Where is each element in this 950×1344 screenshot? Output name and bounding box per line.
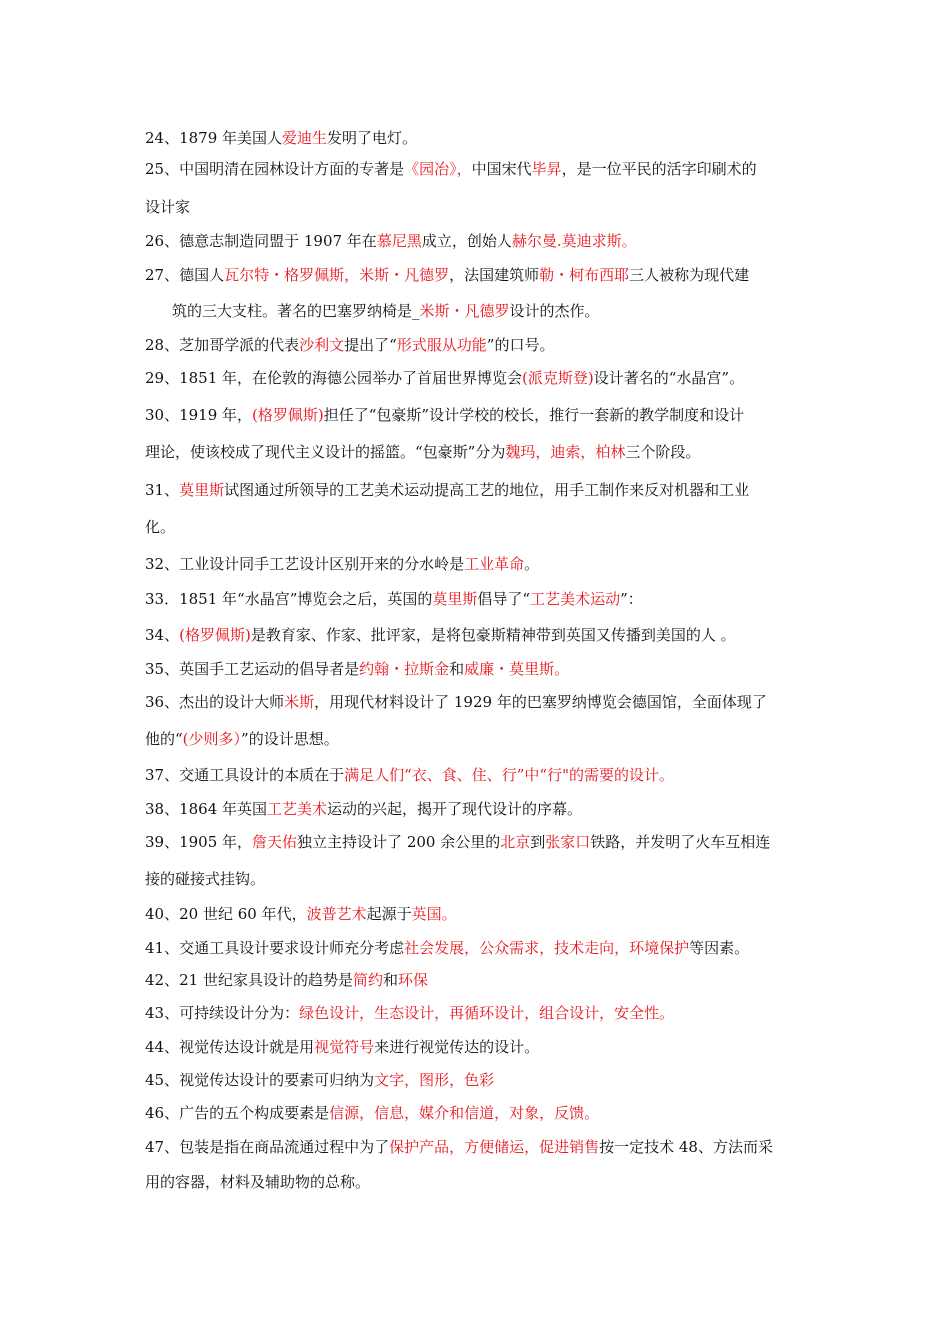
highlighted-answer: 简约 [352,971,383,989]
text-line-29 [145,367,810,389]
text-line-25 [145,158,810,180]
highlighted-answer: 英国。 [411,905,457,923]
highlighted-answer: 莫里斯 [179,481,225,499]
highlighted-answer: 勒・柯布西耶 [539,266,630,284]
text-line-36-cont [145,728,810,750]
highlighted-answer: 慕尼黑 [376,232,422,250]
text-segment: 到 [530,833,546,851]
text-line-41 [145,937,810,959]
text-line-39-cont [145,868,810,890]
highlighted-answer: 保护产品，方便储运，促进销售 [389,1138,600,1156]
text-line-27-cont [172,300,812,322]
text-segment: 36、杰出的设计大师 [145,693,285,711]
text-segment: 28、芝加哥学派的代表 [145,336,300,354]
text-line-47-cont [145,1171,810,1193]
highlighted-answer: 爱迪生 [282,129,328,147]
highlighted-answer: 约翰・拉斯金 [359,660,450,678]
text-segment: 用的容器，材料及辅助物的总称。 [145,1173,371,1191]
highlighted-answer: 詹天佑 [252,833,298,851]
text-segment: 三人被称为现代建 [629,266,750,284]
text-segment: 38、1864 年英国 [145,800,268,818]
text-segment: 37、交通工具设计的本质在于 [145,766,345,784]
text-segment: ”的口号。 [486,336,555,354]
text-segment: 设计的杰作。 [509,302,600,320]
text-segment: 化。 [145,518,176,536]
highlighted-answer: 工艺美术 [267,800,328,818]
text-segment: 27、德国人 [145,266,225,284]
text-line-28 [145,334,810,356]
highlighted-answer: 社会发展，公众需求，技术走向，环境保护 [404,939,690,957]
text-segment: 他的“ [145,730,183,748]
highlighted-answer: 工业革命 [464,555,525,573]
text-segment: 来进行视觉传达的设计。 [374,1038,540,1056]
text-line-37 [145,764,810,786]
text-segment: 30、1919 年， [145,406,253,424]
text-segment: 理论，使该校成了现代主义设计的摇篮。“包豪斯”分为 [145,443,506,461]
highlighted-answer: 视觉符号 [314,1038,375,1056]
highlighted-answer: 赫尔曼.莫迪求斯。 [511,232,637,250]
highlighted-answer: 毕昇 [531,160,562,178]
text-line-24 [145,127,810,149]
highlighted-answer: 米斯・凡德罗 [419,302,510,320]
text-line-30 [145,404,810,426]
text-line-47 [145,1136,810,1158]
text-line-30-cont [145,441,810,463]
text-segment: 铁路，并发明了火车互相连 [590,833,771,851]
highlighted-answer: 《园冶》， [404,160,472,178]
text-line-34 [145,624,810,646]
highlighted-answer: 工艺美术运动 [530,590,621,608]
text-line-45 [145,1069,810,1091]
text-segment: 26、德意志制造同盟于 1907 年在 [145,232,377,250]
highlighted-answer: 绿色设计，生态设计，再循环设计，组合设计，安全性。 [299,1004,675,1022]
text-segment: 中国宋代 [471,160,532,178]
text-segment: 44、视觉传达设计就是用 [145,1038,315,1056]
text-segment: 按一定技术 48、方法而采 [599,1138,773,1156]
text-segment: 倡导了“ [477,590,531,608]
text-segment: 提出了“ [344,336,397,354]
text-segment: 33．1851 年“水晶宫”博览会之后，英国的 [145,590,433,608]
text-segment: 试图通过所领导的工艺美术运动提高工艺的地位，用手工制作来反对机器和工业 [224,481,750,499]
text-segment: 31、 [145,481,180,499]
text-line-36 [145,691,810,713]
text-segment: 发明了电灯。 [327,129,418,147]
text-line-38 [145,798,810,820]
text-segment: 40、20 世纪 60 年代， [145,905,307,923]
text-segment: 42、21 世纪家具设计的趋势是 [145,971,353,989]
text-line-35 [145,658,810,680]
highlighted-answer: 文字，图形，色彩 [374,1071,495,1089]
text-segment: 成立，创始人 [421,232,512,250]
text-segment: 45、视觉传达设计的要素可归纳为 [145,1071,375,1089]
text-segment: 和 [449,660,465,678]
text-line-33 [145,588,810,610]
highlighted-answer: (格罗佩斯) [252,406,324,424]
text-segment: 39、1905 年， [145,833,253,851]
highlighted-answer: 信源，信息，媒介和信道，对象，反馈。 [329,1104,600,1122]
highlighted-answer: 环保 [397,971,428,989]
text-segment: 三个阶段。 [625,443,701,461]
text-segment: ”： [620,590,643,608]
text-segment: 46、广告的五个构成要素是 [145,1104,330,1122]
text-segment: 起源于 [366,905,412,923]
text-segment: 设计著名的“水晶宫”。 [593,369,745,387]
text-segment: 43、可持续设计分为： [145,1004,300,1022]
text-segment: ”的设计思想。 [241,730,339,748]
highlighted-answer: (格罗佩斯) [179,626,251,644]
text-segment: 筑的三大支柱。著名的巴塞罗纳椅是_ [172,302,420,320]
text-line-26 [145,230,810,252]
text-segment: 34、 [145,626,180,644]
highlighted-answer: 沙利文 [299,336,345,354]
text-segment: 接的碰接式挂钩。 [145,870,266,888]
text-segment: 是教育家、作家、批评家，是将包豪斯精神带到英国又传播到美国的人 。 [250,626,736,644]
text-line-27 [145,264,810,286]
highlighted-answer: 形式服从功能 [396,336,487,354]
text-segment: 担任了“包豪斯”设计学校的校长，推行一套新的教学制度和设计 [323,406,745,424]
text-segment: 41、交通工具设计要求设计师充分考虑 [145,939,405,957]
highlighted-answer: 北京 [500,833,531,851]
highlighted-answer: (派克斯登) [522,369,594,387]
highlighted-answer: 米斯 [284,693,315,711]
highlighted-answer: 波普艺术 [306,905,367,923]
highlighted-answer: 魏玛，迪索，柏林 [505,443,626,461]
highlighted-answer: 瓦尔特・格罗佩斯，米斯・凡德罗 [224,266,450,284]
text-segment: 24、1879 年美国人 [145,129,283,147]
highlighted-answer: 满足人们“衣、食、住、行”中“行"的需要的设计。 [344,766,675,784]
text-segment: 设计家 [145,198,191,216]
text-segment: 47、包装是指在商品流通过程中为了 [145,1138,390,1156]
text-segment: ，法国建筑师 [449,266,540,284]
text-line-42 [145,969,810,991]
text-segment: 32、工业设计同手工艺设计区别开来的分水岭是 [145,555,465,573]
highlighted-answer: (少则多） [182,730,242,748]
text-line-39 [145,831,810,853]
text-line-44 [145,1036,810,1058]
text-segment: 等因素。 [689,939,750,957]
text-segment: 和 [382,971,398,989]
text-line-25-cont [145,196,810,218]
text-segment: ，是一位平民的活字印刷术的 [561,160,757,178]
text-line-32 [145,553,810,575]
text-line-46 [145,1102,810,1124]
highlighted-answer: 莫里斯 [432,590,478,608]
text-segment: 。 [524,555,540,573]
highlighted-answer: 威廉・莫里斯。 [464,660,570,678]
text-segment: 25、中国明清在园林设计方面的专著是 [145,160,405,178]
text-line-43 [145,1002,810,1024]
text-segment: 35、英国手工艺运动的倡导者是 [145,660,360,678]
text-line-31-cont [145,516,810,538]
text-segment: 29、1851 年，在伦敦的海德公园举办了首届世界博览会 [145,369,523,387]
text-segment: ，用现代材料设计了 1929 年的巴塞罗纳博览会德国馆，全面体现了 [314,693,767,711]
text-line-31 [145,479,810,501]
text-segment: 运动的兴起，揭开了现代设计的序幕。 [327,800,583,818]
text-line-40 [145,903,810,925]
text-segment: 独立主持设计了 200 余公里的 [297,833,501,851]
highlighted-answer: 张家口 [545,833,591,851]
